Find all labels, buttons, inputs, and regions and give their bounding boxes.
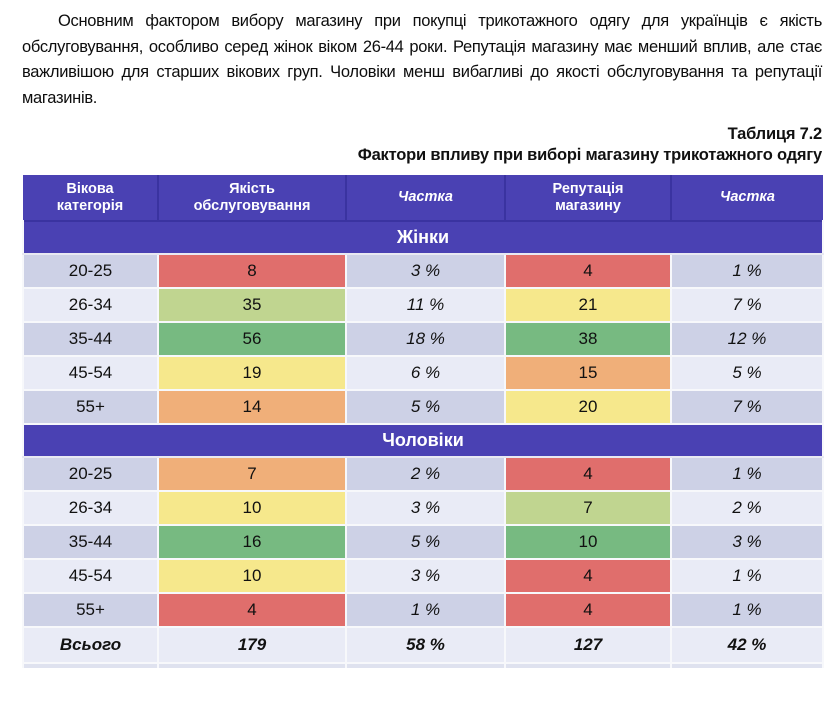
table-row <box>23 559 823 593</box>
reputation-value-cell: 4 <box>505 254 671 288</box>
quality-share-cell: 6 % <box>346 356 505 390</box>
col-header-share-1: Частка <box>346 175 505 221</box>
age-cell: 45-54 <box>23 559 158 593</box>
table-row <box>23 390 823 424</box>
reputation-value-cell: 21 <box>505 288 671 322</box>
col-header-store-reputation: Репутація магазину <box>505 175 671 221</box>
quality-value-cell: 7 <box>158 457 346 491</box>
section-band-row <box>23 221 823 254</box>
age-cell: 26-34 <box>23 491 158 525</box>
section-label: Чоловіки <box>23 424 823 457</box>
col-header-age-category: Вікова категорія <box>23 175 158 221</box>
quality-value-cell: 10 <box>158 559 346 593</box>
cutoff-cell <box>23 663 158 668</box>
col-header-share-2: Частка <box>671 175 823 221</box>
cutoff-cell <box>158 663 346 668</box>
total-quality-share-cell: 58 % <box>346 627 505 663</box>
table-row <box>23 593 823 627</box>
age-cell: 26-34 <box>23 288 158 322</box>
reputation-value-cell: 38 <box>505 322 671 356</box>
quality-share-cell: 5 % <box>346 525 505 559</box>
header-row <box>23 175 823 221</box>
table-row <box>23 491 823 525</box>
cutoff-cell <box>346 663 505 668</box>
quality-value-cell: 35 <box>158 288 346 322</box>
reputation-share-cell: 5 % <box>671 356 823 390</box>
section-band-row <box>23 424 823 457</box>
age-cell: 35-44 <box>23 322 158 356</box>
quality-share-cell: 2 % <box>346 457 505 491</box>
age-cell: 55+ <box>23 390 158 424</box>
quality-value-cell: 19 <box>158 356 346 390</box>
reputation-value-cell: 4 <box>505 559 671 593</box>
quality-value-cell: 10 <box>158 491 346 525</box>
reputation-value-cell: 4 <box>505 457 671 491</box>
reputation-share-cell: 1 % <box>671 559 823 593</box>
reputation-share-cell: 12 % <box>671 322 823 356</box>
reputation-share-cell: 1 % <box>671 457 823 491</box>
quality-value-cell: 16 <box>158 525 346 559</box>
quality-value-cell: 14 <box>158 390 346 424</box>
quality-share-cell: 18 % <box>346 322 505 356</box>
reputation-value-cell: 7 <box>505 491 671 525</box>
table-row <box>23 525 823 559</box>
total-row <box>23 627 823 663</box>
reputation-value-cell: 20 <box>505 390 671 424</box>
table-caption-title: Фактори впливу при виборі магазину трикотажного одягу <box>357 146 822 164</box>
quality-share-cell: 11 % <box>346 288 505 322</box>
section-label: Жінки <box>23 221 823 254</box>
reputation-share-cell: 1 % <box>671 254 823 288</box>
age-cell: 20-25 <box>23 254 158 288</box>
table-caption-number: Таблиця 7.2 <box>727 125 822 143</box>
table-row <box>23 356 823 390</box>
reputation-share-cell: 7 % <box>671 288 823 322</box>
table-caption <box>22 124 822 166</box>
total-label-cell: Всього <box>23 627 158 663</box>
total-reputation-cell: 127 <box>505 627 671 663</box>
col-header-service-quality: Якість обслуговування <box>158 175 346 221</box>
age-cell: 45-54 <box>23 356 158 390</box>
quality-share-cell: 1 % <box>346 593 505 627</box>
table-row <box>23 254 823 288</box>
table-row <box>23 457 823 491</box>
age-cell: 55+ <box>23 593 158 627</box>
intro-paragraph: Основним фактором вибору магазину при покупці трикотажного одягу для українців є якість обслуговування, особливо серед жінок віком 26-44 роки. Репутація магазину має менший вплив, але стає важливішою для старших вікових груп. Чоловіки менш вибагливі до якості обслуговування та репутації магазинів. <box>22 12 822 107</box>
reputation-value-cell: 4 <box>505 593 671 627</box>
quality-share-cell: 3 % <box>346 491 505 525</box>
quality-share-cell: 3 % <box>346 254 505 288</box>
reputation-value-cell: 15 <box>505 356 671 390</box>
table-body <box>23 221 823 627</box>
table-footer <box>23 627 823 668</box>
quality-value-cell: 56 <box>158 322 346 356</box>
reputation-share-cell: 3 % <box>671 525 823 559</box>
reputation-share-cell: 1 % <box>671 593 823 627</box>
table-row <box>23 288 823 322</box>
reputation-value-cell: 10 <box>505 525 671 559</box>
age-cell: 20-25 <box>23 457 158 491</box>
total-reputation-share-cell: 42 % <box>671 627 823 663</box>
factors-table <box>22 175 824 668</box>
total-quality-cell: 179 <box>158 627 346 663</box>
age-cell: 35-44 <box>23 525 158 559</box>
cutoff-row <box>23 663 823 668</box>
cutoff-cell <box>671 663 823 668</box>
cutoff-cell <box>505 663 671 668</box>
table-row <box>23 322 823 356</box>
reputation-share-cell: 7 % <box>671 390 823 424</box>
quality-share-cell: 5 % <box>346 390 505 424</box>
reputation-share-cell: 2 % <box>671 491 823 525</box>
quality-value-cell: 8 <box>158 254 346 288</box>
quality-value-cell: 4 <box>158 593 346 627</box>
table-header <box>23 175 823 221</box>
quality-share-cell: 3 % <box>346 559 505 593</box>
